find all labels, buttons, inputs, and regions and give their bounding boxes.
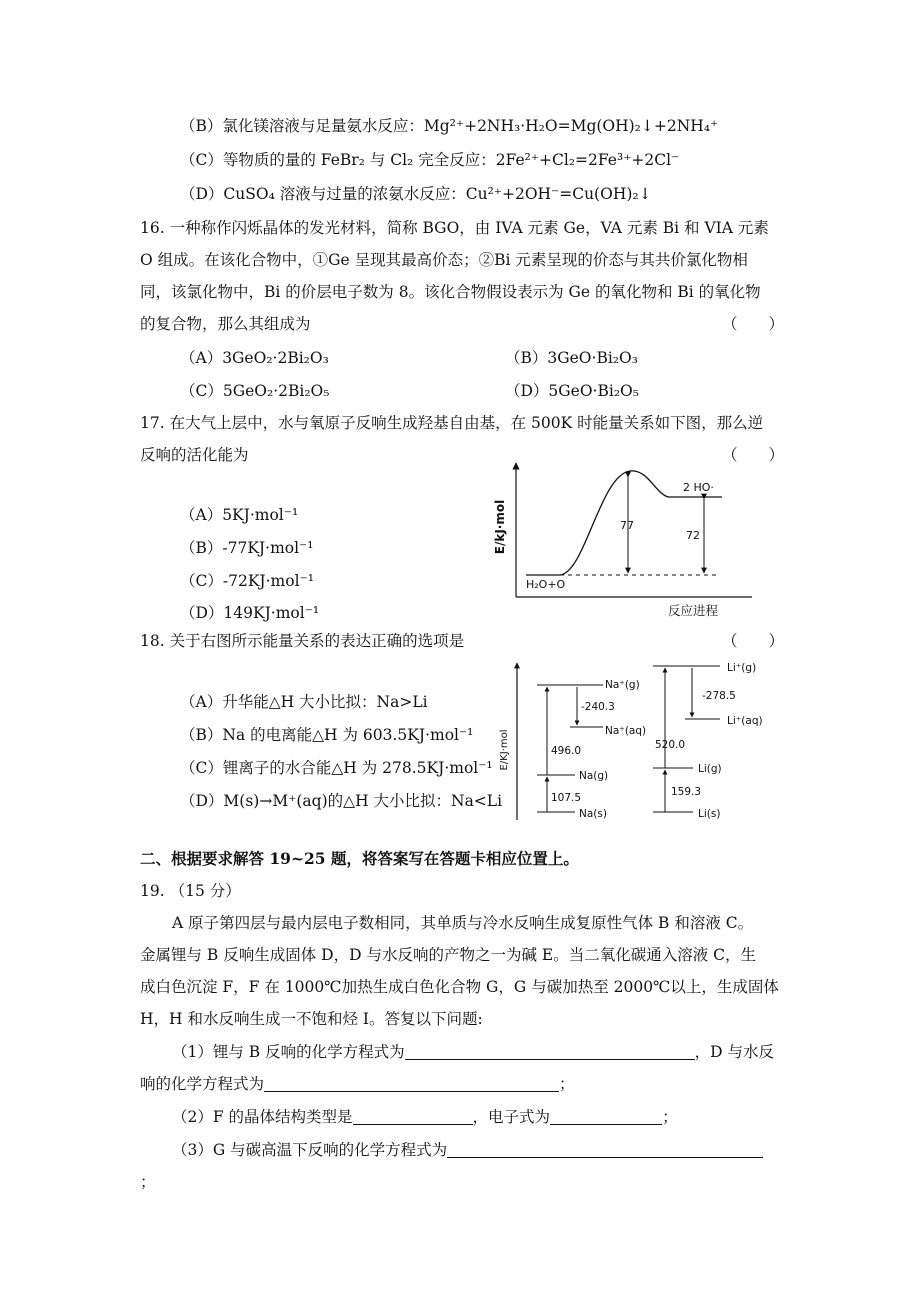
q18-na-g-ion-label: Na⁺(g): [605, 679, 640, 691]
q19-subq1-answer-blank-2[interactable]: [264, 1075, 559, 1092]
q15-option-c: （C）等物质的量的 FeBr₂ 与 Cl₂ 完全反应：2Fe²⁺+Cl₂=2Fe³⁺+2Cl⁻: [180, 151, 680, 169]
q19-subq2-prompt-2: ，电子式为: [472, 1108, 551, 1126]
q17-energy-diagram: [490, 455, 760, 625]
q17-stem-line2: 反响的活化能为: [140, 446, 249, 464]
q18-na-g-label: Na(g): [579, 770, 609, 782]
q19-subq1-answer-blank-1[interactable]: [405, 1043, 695, 1060]
q16-option-a: （A）3GeO₂·2Bi₂O₃: [180, 349, 329, 367]
q17-delta-value: 72: [686, 529, 700, 542]
q16-stem-line1: 16. 一种称作闪烁晶体的发光材料，简称 BGO，由 IVA 元素 Ge，VA 元素 Bi 和 VIA 元素: [140, 219, 769, 237]
q18-na-sublimation-value: 107.5: [551, 792, 582, 804]
q19-para-line4: H，H 和水反响生成一不饱和烃 I。答复以下问题:: [140, 1010, 483, 1028]
q16-stem-line4: 的复合物，那么其组成为: [140, 315, 311, 333]
q17-stem-line1: 17. 在大气上层中，水与氧原子反响生成羟基自由基，在 500K 时能量关系如下图，那么逆: [140, 414, 764, 432]
q17-option-d: （D）149KJ·mol⁻¹: [180, 604, 320, 622]
q19-subq2-answer-blank-2[interactable]: [550, 1108, 662, 1125]
q18-li-g-label: Li(g): [698, 763, 722, 775]
q19-subq3-answer-blank[interactable]: [447, 1141, 763, 1158]
q18-option-b: （B）Na 的电离能△H 为 603.5KJ·mol⁻¹: [180, 726, 474, 744]
q19-para-line1: A 原子第四层与最内层电子数相同，其单质与冷水反响生成复原性气体 B 和溶液 C。: [172, 914, 754, 932]
q19-subq3-end: ；: [140, 1173, 156, 1191]
q16-option-c: （C）5GeO₂·2Bi₂O₅: [180, 382, 330, 400]
q19-subq3-prompt: （3）G 与碳高温下反响的化学方程式为: [172, 1141, 448, 1159]
q17-answer-bracket: （ ）: [722, 446, 785, 464]
section2-heading: 二、根据要求解答 19~25 题，将答案写在答题卡相应位置上。: [140, 849, 579, 868]
q17-activation-value: 77: [620, 519, 634, 532]
q18-option-d: （D）M(s)→M⁺(aq)的△H 大小比拟：Na<Li: [180, 792, 503, 810]
q16-option-d: （D）5GeO·Bi₂O₅: [505, 382, 639, 400]
q19-subq2-prompt: （2）F 的晶体结构类型是: [172, 1108, 353, 1126]
q18-li-sublimation-value: 159.3: [671, 786, 702, 798]
q19-subq3-line: [172, 1140, 763, 1160]
q18-li-aq-label: Li⁺(aq): [727, 715, 763, 727]
q18-option-a: （A）升华能△H 大小比拟：Na>Li: [180, 693, 428, 711]
q19-subq2-line: [172, 1107, 678, 1127]
q19-subq1-end: ；: [559, 1075, 575, 1093]
q18-na-s-label: Na(s): [579, 808, 607, 820]
q16-option-b: （B）3GeO·Bi₂O₃: [505, 349, 638, 367]
q18-na-aq-label: Na⁺(aq): [605, 725, 647, 737]
q18-y-axis-label: E/KJ·mol: [499, 729, 510, 771]
q19-para-line2: 金属锂与 B 反响生成固体 D，D 与水反响的产物之一为碱 E。当二氧化碳通入溶液 C，生: [140, 946, 756, 964]
q18-li-hydration-value: -278.5: [702, 690, 736, 702]
q19-para-line3: 成白色沉淀 F，F 在 1000℃加热生成白色化合物 G，G 与碳加热至 2000℃以上，生成固体: [140, 978, 779, 996]
q19-subq2-end: ；: [662, 1108, 678, 1126]
q18-na-ionization-value: 496.0: [551, 745, 582, 757]
q17-y-axis-label: E/kJ·mol: [493, 499, 507, 555]
q17-product-label: 2 HO·: [683, 481, 714, 494]
q19-subq1-prompt-3: 响的化学方程式为: [140, 1075, 265, 1093]
q17-option-c: （C）-72KJ·mol⁻¹: [180, 572, 314, 590]
q17-reactant-label: H₂O+O: [526, 578, 566, 591]
q17-option-b: （B）-77KJ·mol⁻¹: [180, 539, 314, 557]
q19-subq1-line1: [172, 1042, 774, 1062]
q17-x-axis-label: 反应进程: [668, 603, 719, 618]
q17-option-a: （A）5KJ·mol⁻¹: [180, 506, 299, 524]
q16-answer-bracket: （ ）: [722, 315, 785, 333]
q15-option-b: （B）氯化镁溶液与足量氨水反应：Mg²⁺+2NH₃·H₂O=Mg(OH)₂↓+2NH₄⁺: [180, 117, 719, 135]
q18-stem: 18. 关于右图所示能量关系的表达正确的选项是: [140, 632, 465, 650]
q18-li-g-ion-label: Li⁺(g): [727, 662, 757, 674]
q16-stem-line2: O 组成。在该化合物中，①Ge 呈现其最高价态；②Bi 元素呈现的价态与其共价氯化物相: [140, 251, 748, 269]
q19-subq1-prompt-2: ，D 与水反: [694, 1043, 774, 1061]
q19-subq1-prompt: （1）锂与 B 反响的化学方程式为: [172, 1043, 405, 1061]
q19-number: 19. （15 分）: [140, 882, 241, 900]
q18-li-s-label: Li(s): [698, 808, 721, 820]
q18-li-ionization-value: 520.0: [655, 739, 686, 751]
q18-answer-bracket: （ ）: [722, 632, 785, 650]
q19-subq1-line2: [140, 1074, 575, 1094]
q16-stem-line3: 同，该氯化物中，Bi 的价层电子数为 8。该化合物假设表示为 Ge 的氧化物和 Bi 的氧化物: [140, 283, 761, 301]
q18-option-c: （C）锂离子的水合能△H 为 278.5KJ·mol⁻¹: [180, 759, 493, 777]
q15-option-d: （D）CuSO₄ 溶液与过量的浓氨水反应：Cu²⁺+2OH⁻=Cu(OH)₂↓: [180, 185, 652, 203]
q19-subq2-answer-blank-1[interactable]: [353, 1108, 473, 1125]
q18-energy-diagram: [495, 655, 770, 825]
q18-na-hydration-value: -240.3: [581, 701, 615, 713]
